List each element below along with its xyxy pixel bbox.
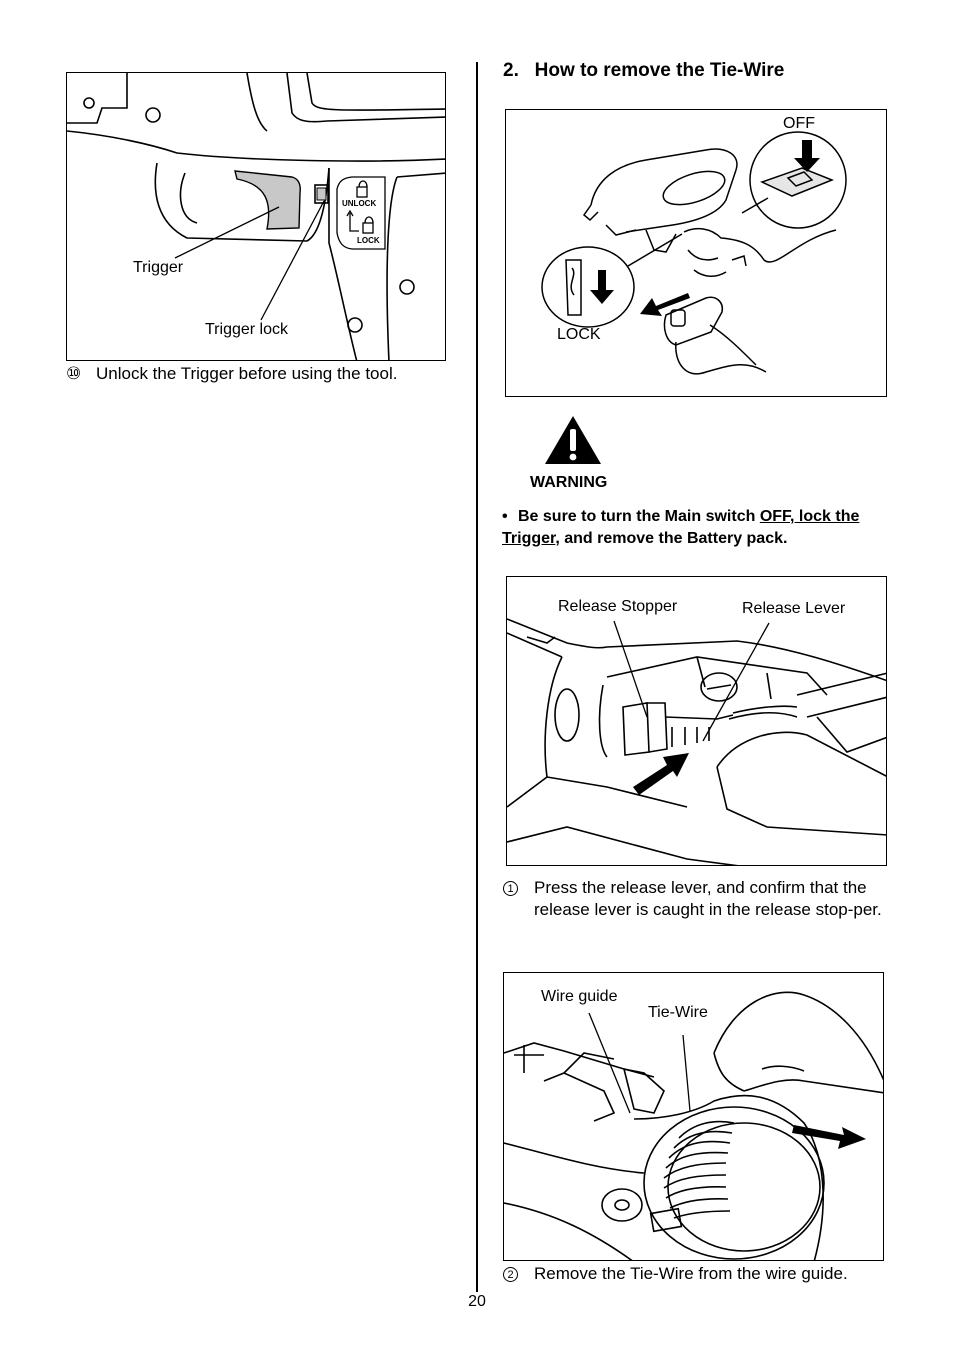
unlock-icon-label: UNLOCK [342,199,377,208]
wire-caption: Remove the Tie-Wire from the wire guide. [534,1264,848,1283]
warning-triangle-icon [543,414,603,466]
page-number: 20 [468,1293,486,1310]
warning-text [502,506,892,550]
release-stopper-label: Release Stopper [558,598,678,615]
warning-text-part-3: , and remove the Battery pack. [555,530,788,547]
release-caption: Press the release lever, and confirm that the release lever is caught in the release stop-per. [534,878,882,919]
warning-label: WARNING [530,474,608,491]
release-figure [506,576,887,866]
wire-caption-number-wrap [503,1265,518,1283]
lock-label: LOCK [557,326,601,343]
tie-wire-label: Tie-Wire [648,1004,708,1021]
lock-icon-label: LOCK [357,236,380,245]
wire-guide-figure [503,972,884,1261]
column-divider [476,62,478,1292]
trigger-caption-number: ⑩ [66,364,82,383]
trigger-figure [66,72,446,361]
warning-text-part-2: OFF, lock the Trigger [502,508,860,547]
release-caption-number: 1 [503,881,518,896]
release-caption-number-wrap [503,879,518,897]
wire-caption-number: 2 [503,1267,518,1282]
warning-bullet: • [502,508,508,525]
warning-text-part-1: Be sure to turn the Main switch [518,508,760,525]
release-illustration [507,577,887,866]
switch-lock-figure [505,109,887,397]
trigger-lock-label: Trigger lock [205,321,288,338]
switch-lock-illustration [506,110,887,397]
release-lever-label: Release Lever [742,600,846,617]
section-heading: 2. How to remove the Tie-Wire [503,60,785,81]
trigger-illustration [67,73,446,361]
wire-guide-label: Wire guide [541,988,618,1005]
trigger-label: Trigger [133,259,184,276]
trigger-caption: Unlock the Trigger before using the tool. [96,364,398,383]
off-label: OFF [783,115,815,132]
